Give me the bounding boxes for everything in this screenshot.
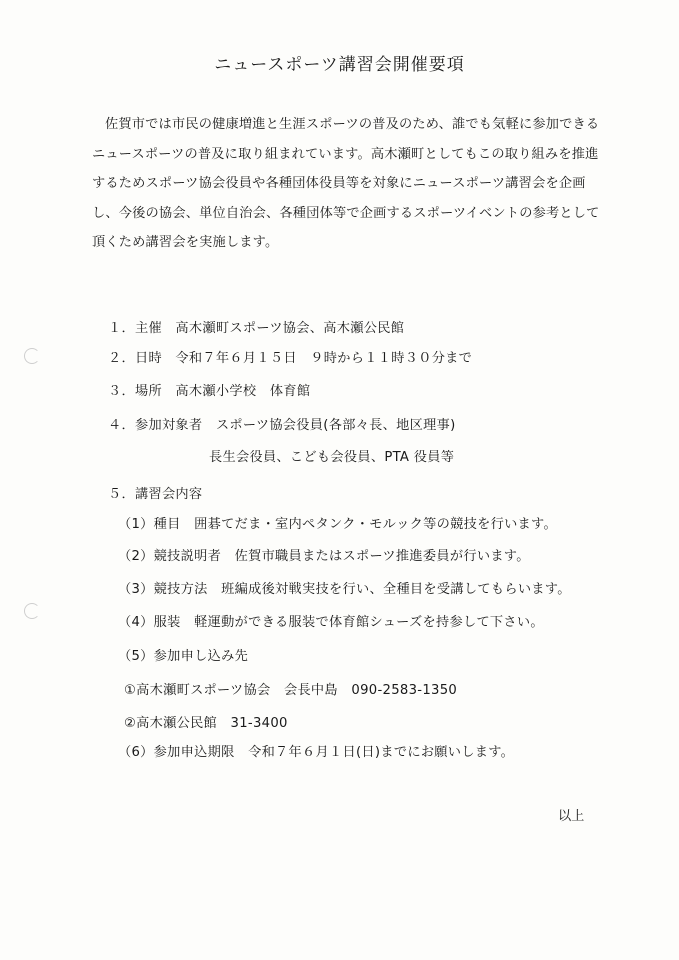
intro-line: し、今後の協会、単位自治会、各種団体等で企画するスポーツイベントの参考として <box>92 205 600 221</box>
item-target-continued: 長生会役員、こども会役員、PTA 役員等 <box>209 450 455 465</box>
content-sub-item: （4）服装 軽運動ができる服装で体育館シューズを持参して下さい。 <box>118 615 544 630</box>
content-sub-item: （3）競技方法 班編成後対戦実技を行い、全種目を受講してもらいます。 <box>118 582 571 597</box>
item-datetime: ２．日時 令和７年６月１５日 ９時から１１時３０分まで <box>108 351 473 366</box>
item-content-heading: ５．講習会内容 <box>108 487 203 502</box>
content-sub-item: （2）競技説明者 佐賀市職員またはスポーツ推進委員が行います。 <box>118 549 530 564</box>
intro-line: するためスポーツ協会役員や各種団体役員等を対象にニュースポーツ講習会を企画 <box>92 176 586 191</box>
content-sub-item: （1）種目 囲碁てだま・室内ペタンク・モルック等の競技を行います。 <box>118 517 557 532</box>
punch-hole-mark <box>24 603 40 619</box>
item-organizer: １．主催 高木瀬町スポーツ協会、高木瀬公民館 <box>108 321 405 336</box>
contact-line: ②高木瀬公民館 31-3400 <box>124 716 288 731</box>
intro-paragraph <box>92 110 600 258</box>
intro-line: ニュースポーツの普及に取り組まれています。高木瀬町としてもこの取り組みを推進 <box>92 146 599 162</box>
punch-hole-mark <box>24 348 40 364</box>
intro-line: 頂くため講習会を実施します。 <box>92 235 279 250</box>
item-venue: ３．場所 高木瀬小学校 体育館 <box>108 384 311 399</box>
closing-mark: 以上 <box>558 809 585 824</box>
content-sub-item: （5）参加申し込み先 <box>118 649 249 664</box>
document-title: ニュースポーツ講習会開催要項 <box>214 55 465 75</box>
content-sub-item: （6）参加申込期限 令和７年６月１日(日)までにお願いします。 <box>118 745 515 760</box>
intro-line: 佐賀市では市民の健康増進と生涯スポーツの普及のため、誰でも気軽に参加できる <box>105 117 600 132</box>
item-target: ４．参加対象者 スポーツ協会役員(各部々長、地区理事) <box>108 418 456 433</box>
contact-line: ①高木瀬町スポーツ協会 会長中島 090-2583-1350 <box>124 683 458 698</box>
